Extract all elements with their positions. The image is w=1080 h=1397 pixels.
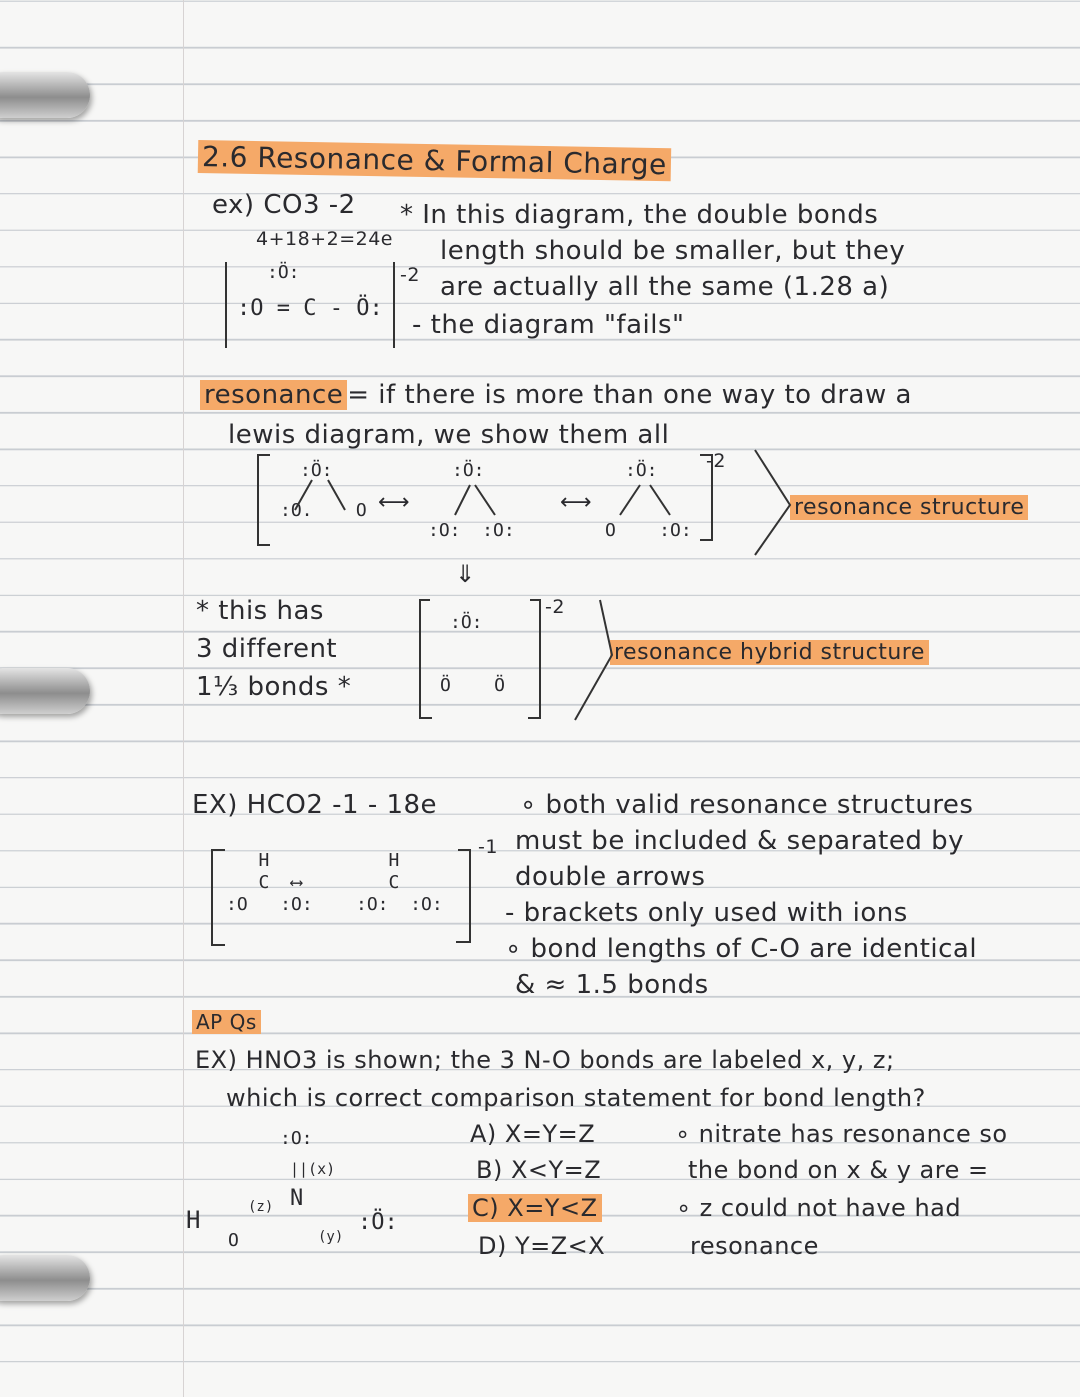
resonance-definition: = if there is more than one way to draw a <box>347 380 912 410</box>
ex2-bullet: must be included & separated by <box>515 826 965 856</box>
page-title: 2.6 Resonance & Formal Charge <box>198 140 671 181</box>
ap-note: the bond on x & y are = <box>688 1156 989 1184</box>
ap-header: AP Qs <box>192 1010 261 1034</box>
ap-note: ∘ nitrate has resonance so <box>675 1120 1008 1148</box>
choice-c-answer: C) X=Y<Z <box>468 1194 602 1222</box>
hno3-o-left: O <box>228 1230 239 1251</box>
ex1-note: - the diagram "fails" <box>412 310 685 340</box>
aside-note: 3 different <box>196 634 338 664</box>
choice-b: B) X<Y=Z <box>476 1156 602 1184</box>
hybrid-bottom: Ö Ö <box>440 675 506 696</box>
lewis-o: :Ö: <box>452 460 485 481</box>
ex2-bullet: - brackets only used with ions <box>505 898 908 928</box>
ap-question: EX) HNO3 is shown; the 3 N-O bonds are labeled x, y, z; <box>195 1046 895 1074</box>
double-arrow-icon: ⟷ <box>378 490 411 515</box>
lewis-bottom: O :O: <box>605 520 692 541</box>
resonance-term: resonance <box>200 380 347 410</box>
ap-note: resonance <box>690 1232 819 1260</box>
hno3-bond-y: (y) <box>318 1229 344 1245</box>
double-arrow-icon: ⟷ <box>291 872 302 893</box>
ex2-bullet: & ≈ 1.5 bonds <box>515 970 709 1000</box>
hybrid-o: :Ö: <box>450 612 483 633</box>
hno3-o-top: :O: <box>280 1128 313 1149</box>
hco2-structure-2: H C :O: :O: <box>356 850 443 915</box>
hno3-h: H <box>186 1206 201 1234</box>
hno3-bond-z: (z) <box>248 1199 274 1215</box>
ex1-note: * In this diagram, the double bonds <box>400 200 879 230</box>
ex2-bullet: double arrows <box>515 862 706 892</box>
resonance-charge: -2 <box>706 450 726 472</box>
hno3-o-right: :Ö: <box>358 1210 398 1235</box>
lewis-bottom: :O. O <box>280 500 367 521</box>
aside-note: 1⅓ bonds * <box>196 672 352 702</box>
hybrid-charge: -2 <box>545 596 565 618</box>
lewis-bottom: :O: :O: <box>428 520 515 541</box>
ex1-lewis-top: :Ö: <box>267 262 300 283</box>
ex2-label: EX) HCO2 -1 - 18e <box>192 790 438 820</box>
hco2-structure-1: H C ⟷ :O :O: <box>226 850 313 915</box>
ex2-charge: -1 <box>478 836 498 858</box>
hybrid-structure-label: resonance hybrid structure <box>610 640 929 665</box>
ap-question: which is correct comparison statement for bond length? <box>226 1084 926 1112</box>
resonance-definition: lewis diagram, we show them all <box>228 420 670 450</box>
ex1-electron-count: 4+18+2=24e <box>256 228 393 250</box>
down-arrow-icon: ⇓ <box>455 560 476 588</box>
hno3-bond-x: ||(x) <box>290 1160 336 1178</box>
lewis-o: :Ö: <box>625 460 658 481</box>
ex1-note: length should be smaller, but they <box>440 236 906 266</box>
ex2-bullet: ∘ bond lengths of C-O are identical <box>505 934 978 964</box>
ex1-note: are actually all the same (1.28 a) <box>440 272 890 302</box>
double-arrow-icon: ⟷ <box>560 490 593 515</box>
choice-d: D) Y=Z<X <box>478 1232 606 1260</box>
ex1-lewis-bottom: :O = C - Ö: <box>237 296 383 321</box>
aside-note: * this has <box>196 596 324 626</box>
lewis-o: :Ö: <box>300 460 333 481</box>
hno3-n: N <box>290 1186 304 1211</box>
ex1-charge: -2 <box>400 264 420 286</box>
choice-a: A) X=Y=Z <box>470 1120 596 1148</box>
ex1-label: ex) CO3 -2 <box>212 190 356 220</box>
ex2-bullet: ∘ both valid resonance structures <box>520 790 974 820</box>
ap-note: ∘ z could not have had <box>676 1194 962 1222</box>
resonance-structure-label: resonance structure <box>790 495 1028 520</box>
